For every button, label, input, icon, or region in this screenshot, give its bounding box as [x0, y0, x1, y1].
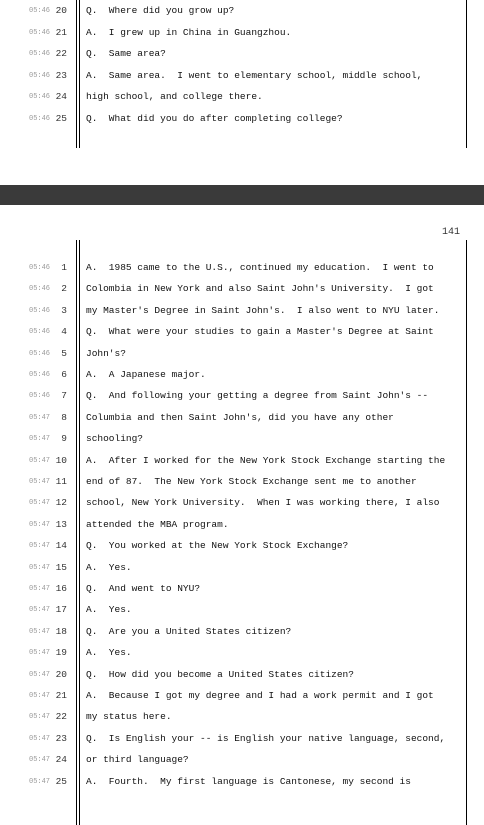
timestamp: 05:47: [29, 478, 51, 486]
line-text: my Master's Degree in Saint John's. I also went to NYU later.: [86, 304, 440, 316]
line-text: A. Because I got my degree and I had a work permit and I got: [86, 690, 434, 701]
line-number: 23: [55, 69, 67, 81]
transcript-line: [0, 535, 484, 556]
transcript-line: [0, 278, 484, 299]
line-text: A. Yes.: [86, 561, 132, 573]
transcript-line: [0, 450, 484, 471]
timestamp: 05:46: [29, 264, 51, 272]
line-number: 11: [55, 476, 67, 487]
transcript-line: [0, 22, 484, 43]
line-number: 5: [61, 347, 67, 359]
line-text: A. After I worked for the New York Stock Exchange starting the: [86, 454, 446, 466]
line-text: A. Yes.: [86, 647, 132, 659]
line-text: Q. How did you become a United States citizen?: [86, 668, 354, 680]
transcript-line: [0, 642, 484, 663]
line-number: 22: [55, 48, 67, 59]
line-number: 21: [55, 690, 67, 701]
transcript-line: [0, 0, 484, 21]
transcript-line: [0, 578, 484, 599]
line-number: 7: [61, 390, 67, 402]
transcript-line: [0, 257, 484, 278]
line-text: school, New York University. When I was working there, I also: [86, 497, 440, 509]
line-text: schooling?: [86, 433, 144, 445]
line-text: A. 1985 came to the U.S., continued my education. I went to: [86, 262, 434, 273]
transcript-line: [0, 321, 484, 342]
transcript-page-141: [0, 205, 484, 825]
timestamp: 05:47: [29, 542, 51, 551]
timestamp: 05:47: [29, 585, 51, 593]
line-text: A. A Japanese major.: [86, 369, 206, 380]
line-number: 17: [55, 604, 67, 616]
timestamp: 05:46: [29, 71, 51, 80]
transcript-line: [0, 428, 484, 449]
timestamp: 05:46: [29, 50, 51, 58]
transcript-line: [0, 728, 484, 749]
line-text: Q. What were your studies to gain a Master's Degree at Saint: [86, 326, 434, 338]
timestamp: 05:47: [29, 649, 51, 658]
line-number: 24: [55, 91, 67, 102]
line-number: 10: [55, 454, 67, 466]
transcript-line: [0, 621, 484, 642]
timestamp: 05:46: [29, 114, 51, 123]
timestamp: 05:46: [29, 306, 51, 315]
transcript-line: [0, 492, 484, 513]
line-number: 25: [55, 112, 67, 124]
transcript-line: [0, 65, 484, 86]
line-text: A. Same area. I went to elementary school, middle school,: [86, 69, 423, 81]
transcript-line: [0, 343, 484, 364]
line-text: Q. Same area?: [86, 48, 166, 59]
transcript-line: [0, 471, 484, 492]
line-text: A. Fourth. My first language is Cantonese, my second is: [86, 775, 411, 787]
line-text: Colombia in New York and also Saint John's University. I got: [86, 283, 434, 295]
transcript-line: [0, 300, 484, 321]
line-text: Q. Where did you grow up?: [86, 5, 235, 16]
line-text: high school, and college there.: [86, 91, 263, 102]
timestamp: 05:47: [29, 777, 51, 786]
line-text: Q. Are you a United States citizen?: [86, 625, 292, 637]
timestamp: 05:46: [29, 28, 51, 37]
line-number: 19: [55, 647, 67, 659]
line-number: 25: [55, 775, 67, 787]
transcript-line: [0, 599, 484, 620]
timestamp: 05:46: [29, 285, 51, 294]
transcript-line: [0, 557, 484, 578]
transcript-line: [0, 108, 484, 129]
transcript-line: [0, 685, 484, 706]
line-number: 13: [55, 518, 67, 530]
line-text: A. I grew up in China in Guangzhou.: [86, 26, 292, 38]
line-number: 16: [55, 583, 67, 594]
timestamp: 05:47: [29, 713, 51, 722]
transcript-line: [0, 514, 484, 535]
timestamp: 05:47: [29, 692, 51, 700]
line-text: Q. And following your getting a degree from Saint John's --: [86, 390, 429, 402]
transcript-line: [0, 86, 484, 107]
line-text: attended the MBA program.: [86, 518, 229, 530]
line-number: 1: [61, 262, 67, 273]
timestamp: 05:47: [29, 627, 51, 636]
line-number: 21: [55, 26, 67, 38]
line-number: 14: [55, 540, 67, 552]
timestamp: 05:46: [29, 349, 51, 358]
line-text: A. Yes.: [86, 604, 132, 616]
timestamp: 05:46: [29, 392, 51, 401]
line-number: 20: [55, 5, 67, 16]
page-number: 141: [441, 227, 460, 238]
line-text: my status here.: [86, 711, 172, 723]
line-text: or third language?: [86, 754, 189, 766]
timestamp: 05:47: [29, 499, 51, 508]
line-number: 4: [61, 326, 67, 338]
line-number: 9: [61, 433, 67, 445]
line-number: 6: [61, 369, 67, 380]
line-text: Columbia and then Saint John's, did you have any other: [86, 411, 394, 423]
line-text: end of 87. The New York Stock Exchange sent me to another: [86, 476, 417, 487]
line-text: Q. You worked at the New York Stock Exchange?: [86, 540, 349, 552]
transcript-line: [0, 364, 484, 385]
transcript-line: [0, 749, 484, 770]
line-number: 18: [55, 625, 67, 637]
timestamp: 05:47: [29, 413, 51, 422]
line-text: Q. And went to NYU?: [86, 583, 201, 594]
timestamp: 05:47: [29, 734, 51, 743]
timestamp: 05:47: [29, 670, 51, 679]
line-text: Q. Is English your -- is English your native language, second,: [86, 732, 446, 744]
transcript-page-previous: [0, 0, 484, 150]
timestamp: 05:46: [29, 328, 51, 337]
timestamp: 05:47: [29, 756, 51, 765]
line-number: 8: [61, 411, 67, 423]
timestamp: 05:47: [29, 456, 51, 465]
transcript-line: [0, 706, 484, 727]
transcript-line: [0, 664, 484, 685]
line-number: 15: [55, 561, 67, 573]
timestamp: 05:47: [29, 563, 51, 572]
line-number: 20: [55, 668, 67, 680]
line-number: 24: [55, 754, 67, 766]
line-number: 23: [55, 732, 67, 744]
transcript-line: [0, 385, 484, 406]
transcript-line: [0, 407, 484, 428]
line-number: 3: [61, 304, 67, 316]
timestamp: 05:47: [29, 606, 51, 615]
transcript-line: [0, 43, 484, 64]
timestamp: 05:46: [29, 371, 51, 379]
timestamp: 05:47: [29, 435, 51, 444]
line-number: 2: [61, 283, 67, 295]
timestamp: 05:46: [29, 7, 51, 15]
line-text: John's?: [86, 347, 126, 359]
transcript-line: [0, 771, 484, 792]
line-text: Q. What did you do after completing college?: [86, 112, 343, 124]
page-divider: [0, 185, 484, 205]
timestamp: 05:46: [29, 93, 51, 101]
timestamp: 05:47: [29, 520, 51, 529]
line-number: 12: [55, 497, 67, 509]
line-number: 22: [55, 711, 67, 723]
